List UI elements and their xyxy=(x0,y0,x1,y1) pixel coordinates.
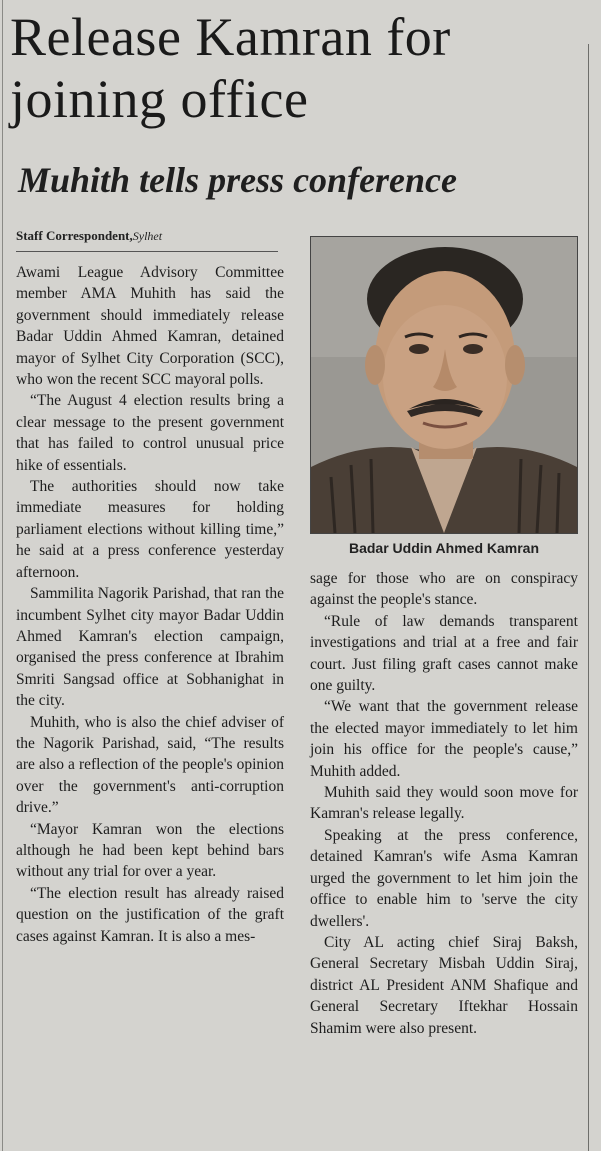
byline xyxy=(16,228,162,244)
paragraph: “Rule of law demands transparent investigations and trial at a free and fair court. Just filing graft cases cannot make one guilty. xyxy=(310,612,578,695)
subheadline: Muhith tells press conference xyxy=(18,160,458,200)
portrait-illustration xyxy=(311,237,577,533)
paragraph: Speaking at the press conference, detained Kamran's wife Asma Kamran urged the government to let him join the office to enable him to 'serve the city dwellers'. xyxy=(310,826,578,930)
photo-caption: Badar Uddin Ahmed Kamran xyxy=(348,540,540,556)
article-column-left xyxy=(16,262,284,947)
headline: Release Kamran for joining office xyxy=(10,7,451,129)
paragraph: “The August 4 election results bring a clear message to the present government that has failed to control unusual price hike of essentials. xyxy=(16,392,284,474)
byline-author: Staff Correspondent, xyxy=(16,228,133,243)
byline-location: Sylhet xyxy=(132,229,163,243)
page-edge-left xyxy=(2,0,3,1151)
paragraph: Muhith, who is also the chief adviser of the Nagorik Parishad, said, “The results are also a reflection of the people's opinion over the government's anti-corruption drive.” xyxy=(16,713,284,817)
paragraph: sage for those who are on conspiracy against the people's stance. xyxy=(310,570,578,609)
portrait-photo xyxy=(310,236,578,534)
paragraph: City AL acting chief Siraj Baksh, General Secretary Misbah Uddin Siraj, district AL President ANM Shafique and General Secretary Iftekhar Hossain Shamim were also present. xyxy=(310,933,578,1037)
paragraph: Sammilita Nagorik Parishad, that ran the incumbent Sylhet city mayor Badar Uddin Ahmed Kamran's election campaign, organised the press conference at Ibrahim Smriti Sangsad office at Sobhanighat in the city. xyxy=(16,585,284,710)
article-column-right xyxy=(310,568,578,1039)
paragraph: Muhith said they would soon move for Kamran's release legally. xyxy=(310,784,578,823)
paragraph: “The election result has already raised question on the justification of the graft cases against Kamran. It is also a mes- xyxy=(16,884,284,945)
paragraph: The authorities should now take immediate measures for holding parliament elections without killing time,” he said at a press conference yesterday afternoon. xyxy=(16,478,284,581)
paragraph: “We want that the government release the elected mayor immediately to let him join his office for the people's cause,” Muhith added. xyxy=(310,698,578,780)
column-divider xyxy=(588,44,589,1151)
byline-rule xyxy=(16,251,278,252)
paragraph: “Mayor Kamran won the elections although he had been kept behind bars without any trial for over a year. xyxy=(16,820,284,881)
paragraph: Awami League Advisory Committee member AMA Muhith has said the government should immediately release Badar Uddin Ahmed Kamran, detained mayor of Sylhet City Corporation (SCC), who won the recent SCC mayoral polls. xyxy=(16,264,284,389)
